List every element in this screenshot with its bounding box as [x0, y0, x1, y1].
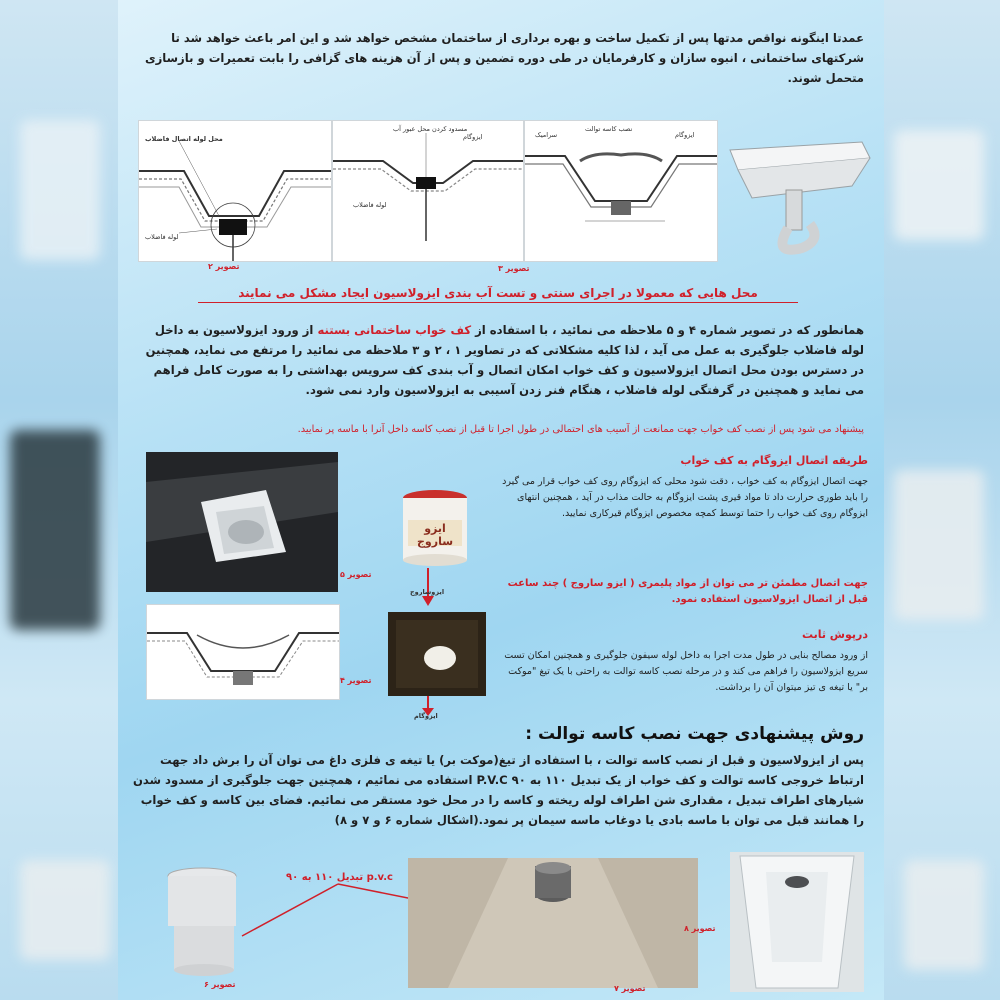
diagram-2-label-1: مسدود کردن محل عبور آب: [393, 125, 468, 133]
diagram-1-label-1: محل لوله اتصال فاضلاب: [145, 135, 223, 143]
pvc-adapter-image: [158, 866, 248, 980]
left-blurred-margin: [0, 0, 118, 1000]
brochure-page: [118, 0, 884, 1000]
diagram-1: [138, 120, 332, 262]
arrow-label-isosarooj: ایزوساروج: [410, 588, 445, 596]
section1-red-note: جهت اتصال مطمئن تر می توان از مواد پلیمری ( ایزو ساروج ) چند ساعت قبل از اتصال ایزولاسیون استفاده نمود.: [507, 578, 868, 605]
diagram-2: [332, 120, 524, 262]
main-paragraph-highlight: کف خواب ساختمانی بستنه: [317, 323, 472, 337]
right-blurred-margin: [884, 0, 1000, 1000]
diagram-1-label-2: لوله فاضلاب: [145, 233, 179, 241]
section3-title: روش پیشنهادی جهت نصب کاسه توالت :: [525, 724, 864, 744]
section2-title: درپوش ثابت: [801, 628, 868, 641]
arrow-label-isogam: ایزوگام: [414, 712, 438, 720]
figure-number-3: تصویر ۳: [498, 264, 530, 273]
red-note: پیشنهاد می شود پس از نصب کف خواب جهت ممانعت از آسیب های احتمالی در طول اجرا تا قبل از نصب کاسه داخل آنرا با ماسه پر نمایید.: [297, 424, 864, 435]
diagram-3-label-3: سرامیک: [535, 131, 558, 139]
figures-caption: محل هایی که معمولا در اجرای سنتی و تست آب بندی ایزولاسیون ایجاد مشکل می نمایند: [198, 286, 798, 303]
section1-body: جهت اتصال ایزوگام به کف خواب ، دقت شود محلی که ایزوگام روی کف خواب قرار می گیرد را باید طوری حرارت داد تا مواد قیری پشت ایزوگام به حالت مذاب در آید ، همچنین انتهای ایزوگام روی کف خواب را حتما توسط کمچه مخصوص ایزوگام قیرکاری نمایید.: [502, 476, 868, 519]
figure-number-6: تصویر ۶: [204, 980, 236, 989]
pvc-adapter-label: تبدیل ۱۱۰ به ۹۰ p.v.c: [286, 872, 393, 883]
diagram-3-label-1: نصب کاسه توالت: [585, 125, 633, 133]
diagram-3-label-2: ایزوگام: [675, 131, 695, 139]
figure-number-5: تصویر ۵: [340, 570, 372, 579]
section1-title: طریقه اتصال ایزوگام به کف خواب: [680, 454, 868, 467]
toilet-bowl-photo: [730, 852, 864, 992]
main-paragraph: [132, 320, 864, 400]
diagram-2-label-3: لوله فاضلاب: [353, 201, 387, 209]
diagram-4: [146, 604, 340, 700]
figure-number-4: تصویر ۴: [340, 676, 372, 685]
diagram-2-label-2: ایزوگام: [463, 133, 483, 141]
figure-number-7: تصویر ۷: [614, 984, 646, 993]
isosarooj-bucket-image: [400, 488, 470, 568]
product-label: ایزو ساروج: [416, 522, 454, 548]
figure-number-8: تصویر ۸: [684, 924, 716, 933]
main-paragraph-after: از ورود ایزولاسیون به داخل لوله فاضلاب جلوگیری به عمل می آید ، لذا کلیه مشکلاتی که در تصاویر ۱ ، ۲ و ۳ ملاحظه می نمائید را مرتفع می نماید، همچنین در دسترس بودن محل اتصال ایزولاسیون و کف خواب امکان اتصال و آب بندی کف سرویس بهداشتی را به صورت کامل فراهم می نماید و همچنین در گرفتگی لوله فاضلاب ، هنگام فنر زدن آسیبی به ایزولاسیون وارد نمی شود.: [145, 323, 864, 397]
section2-body: از ورود مصالح بنایی در طول مدت اجرا به داخل لوله سیفون جلوگیری و همچنین امکان تست سریع ایزولاسیون را فراهم می کند و در مرحله نصب کاسه توالت به راحتی با یک تیغ "موکت بر" یا تیغه ی تیز میتوان آن را برداشت.: [504, 650, 868, 693]
diagram-3: [524, 120, 718, 262]
isogam-drain-photo: [146, 452, 338, 592]
figure-number-2: تصویر ۲: [208, 262, 240, 271]
fixed-cap-photo: [388, 612, 486, 696]
main-paragraph-before: همانطور که در تصویر شماره ۴ و ۵ ملاحظه می نمائید ، با استفاده از: [475, 323, 864, 337]
toilet-install-photo: [408, 858, 698, 988]
intro-paragraph: عمدتا اینگونه نواقص مدتها پس از تکمیل ساخت و بهره برداری از ساختمان مشخص خواهد شد و این امر باعث خواهد شد تا شرکتهای ساختمانی ، انبوه سازان و کارفرمایان در طی دوره تضمین و پس از آن هزینه های گزافی را بابت تعمیرات و بازسازی متحمل شوند.: [145, 31, 864, 85]
floor-drain-product-image: [722, 128, 872, 258]
section3-body: پس از ایزولاسیون و قبل از نصب کاسه توالت ، با استفاده از تیغ(موکت بر) یا تیغه ی فلزی داغ می توان آن را برش داد جهت ارتباط خروجی کاسه توالت و کف خواب از یک تبدیل ۱۱۰ به ۹۰ P.V.C استفاده می نمائیم ، همچنین جهت جلوگیری از مسدود شدن شیارهای اطراف تبدیل ، مقداری شن اطراف لوله ریخته و کاسه را در محل خود مستقر می نمائیم. فضای بین کاسه و کف خواب را همانند قبل می توان با ماسه بادی یا دوغاب ماسه سیمان پر نمود.(اشکال شماره ۶ و ۷ و ۸): [133, 753, 864, 827]
